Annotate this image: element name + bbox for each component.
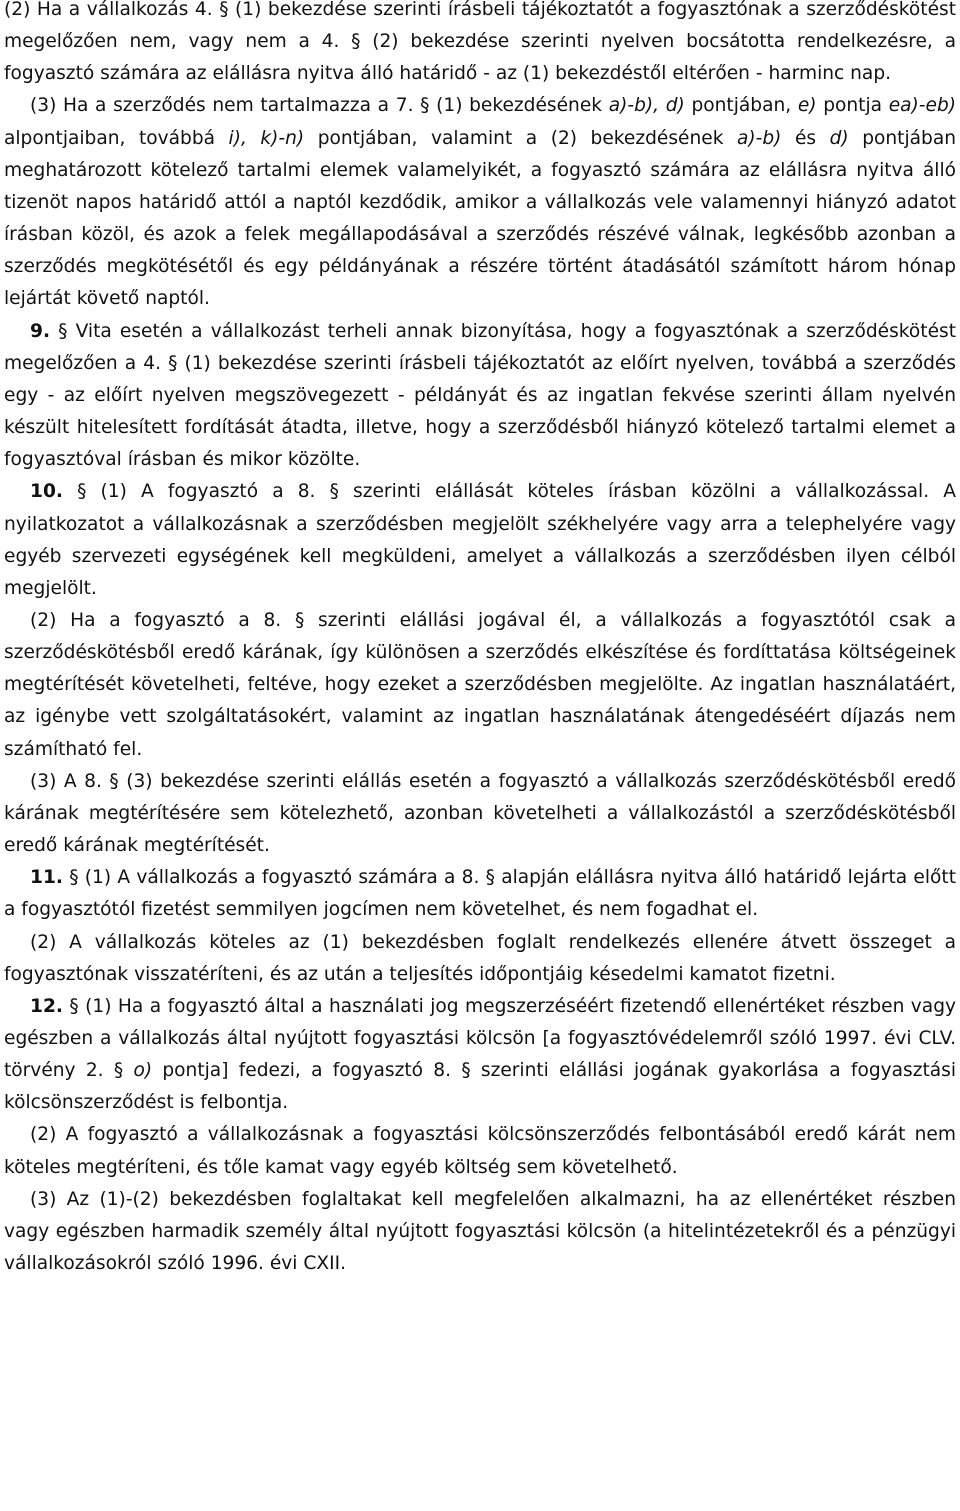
section-number: 11.	[30, 867, 63, 889]
text-run: (3) A 8. § (3) bekezdése szerinti elállás esetén a fogyasztó a vállalkozás szerződéskötésből eredő kárának megtérítésére sem kötelezhető, azonban követelheti a vállalkozástól a szerződéskötésből eredő kárának megtérítését.	[4, 770, 956, 857]
text-run: § (1) A vállalkozás a fogyasztó számára a 8. § alapján elállásra nyitva álló határidő lejárta előtt a fogyasztótól fizetést semmilyen jogcímen nem követelhet, és nem fogadhat el.	[4, 867, 956, 921]
paragraph-p11-2	[4, 927, 956, 991]
paragraph-p8-3	[4, 90, 956, 315]
text-run: (2) A fogyasztó a vállalkozásnak a fogyasztási kölcsönszerződés felbontásából eredő kárát nem köteles megtéríteni, és tőle kamat vagy egyéb költség sem követelhető.	[4, 1124, 956, 1178]
text-run: § Vita esetén a vállalkozást terheli annak bizonyítása, hogy a fogyasztónak a szerződéskötést megelőzően a 4. § (1) bekezdése szerinti írásbeli tájékoztatót az előírt nyelven, továbbá a szerződés egy - az előírt nyelven megszövegezett - példányát és az ingatlan fekvése szerinti állam nyelvén készült hitelesített fordítását átadta, illetve, hogy a szerződésből hiányzó kötelező tartalmi elemet a fogyasztóval írásban és mikor közölte.	[4, 320, 956, 471]
italic-reference: ea)-eb)	[888, 95, 957, 117]
section-number: 12.	[30, 995, 63, 1017]
paragraph-p10-2	[4, 605, 956, 766]
section-number: 10.	[30, 481, 63, 503]
text-run: alpontjaiban, továbbá	[4, 127, 229, 149]
italic-reference: o)	[133, 1060, 153, 1082]
paragraph-p12-1	[4, 991, 956, 1120]
text-run: pontjában,	[684, 95, 798, 117]
italic-reference: d)	[829, 127, 849, 149]
italic-reference: a)-b)	[737, 127, 782, 149]
text-run: pontjában, valamint a (2) bekezdésének	[304, 127, 737, 149]
text-run: § (1) A fogyasztó a 8. § szerinti elállását köteles írásban közölni a vállalkozással. A nyilatkozatot a vállalkozásnak a szerződésben megjelölt székhelyére vagy arra a telephelyére vagy egyéb szervezeti egységének kell megküldeni, amelyet a vállalkozás a szerződésben ilyen célból megjelölt.	[4, 481, 956, 599]
italic-reference: i), k)-n)	[228, 127, 305, 149]
paragraph-p12-3	[4, 1184, 956, 1280]
section-number: 9.	[30, 320, 51, 342]
text-run: (2) Ha a vállalkozás 4. § (1) bekezdése szerinti írásbeli tájékoztatót a fogyasztónak a szerződéskötést megelőzően nem, vagy nem a 4. § (2) bekezdése szerinti nyelven bocsátotta rendelkezésre, a fogyasztó számára az elállásra nyitva álló határidő - az (1) bekezdéstől eltérően - harminc nap.	[4, 0, 956, 85]
paragraph-p9	[4, 316, 956, 477]
text-run: (2) A vállalkozás köteles az (1) bekezdésben foglalt rendelkezés ellenére átvett összeget a fogyasztónak visszatéríteni, és az után a teljesítés időpontjáig késedelmi kamatot fizetni.	[4, 931, 956, 985]
text-run: (3) Ha a szerződés nem tartalmazza a 7. § (1) bekezdésének	[30, 95, 609, 117]
paragraph-p10-3	[4, 766, 956, 862]
text-run: pontja] fedezi, a fogyasztó 8. § szerinti elállási jogának gyakorlása a fogyasztási kölcsönszerződést is felbontja.	[4, 1060, 957, 1114]
italic-reference: a)-b), d)	[608, 95, 685, 117]
paragraph-p8-2	[4, 0, 956, 90]
paragraph-p12-2	[4, 1119, 956, 1183]
paragraph-p11-1	[4, 862, 956, 926]
text-run: (2) Ha a fogyasztó a 8. § szerinti elállási jogával él, a vállalkozás a fogyasztótól csak a szerződéskötésből eredő kárának, így különösen a szerződés elkészítése és fordíttatása költségeinek megtérítését követelheti, feltéve, hogy ezeket a szerződésben megjelölte. Az ingatlan használatáért, az igénybe vett szolgáltatásokért, valamint az ingatlan használatának átengedéséért díjazás nem számítható fel.	[4, 609, 956, 760]
text-run: pontja	[816, 95, 889, 117]
text-run: és	[781, 127, 830, 149]
paragraph-p10-1	[4, 476, 956, 605]
text-run: pontjában meghatározott kötelező tartalmi elemek valamelyikét, a fogyasztó számára az elállásra nyitva álló tizenöt napos határidő attól a naptól kezdődik, amikor a vállalkozás vele valamennyi hiányzó adatot írásban közöl, és azok a felek megállapodásával a szerződés részévé válnak, legkésőbb azonban a szerződés megkötésétől és egy példányának a részére történt átadásától számított három hónap lejártát követő naptól.	[4, 127, 956, 310]
italic-reference: e)	[797, 95, 817, 117]
text-run: § (1) Ha a fogyasztó által a használati jog megszerzéséért fizetendő ellenértéket részben vagy egészben a vállalkozás által nyújtott fogyasztási kölcsön [a fogyasztóvédelemről szóló 1997. évi CLV. törvény 2. §	[4, 995, 956, 1082]
text-run: (3) Az (1)-(2) bekezdésben foglaltakat kell megfelelően alkalmazni, ha az ellenértéket részben vagy egészben harmadik személy által nyújtott fogyasztási kölcsön (a hitelintézetekről és a pénzügyi vállalkozásokról szóló 1996. évi CXII.	[4, 1188, 956, 1275]
